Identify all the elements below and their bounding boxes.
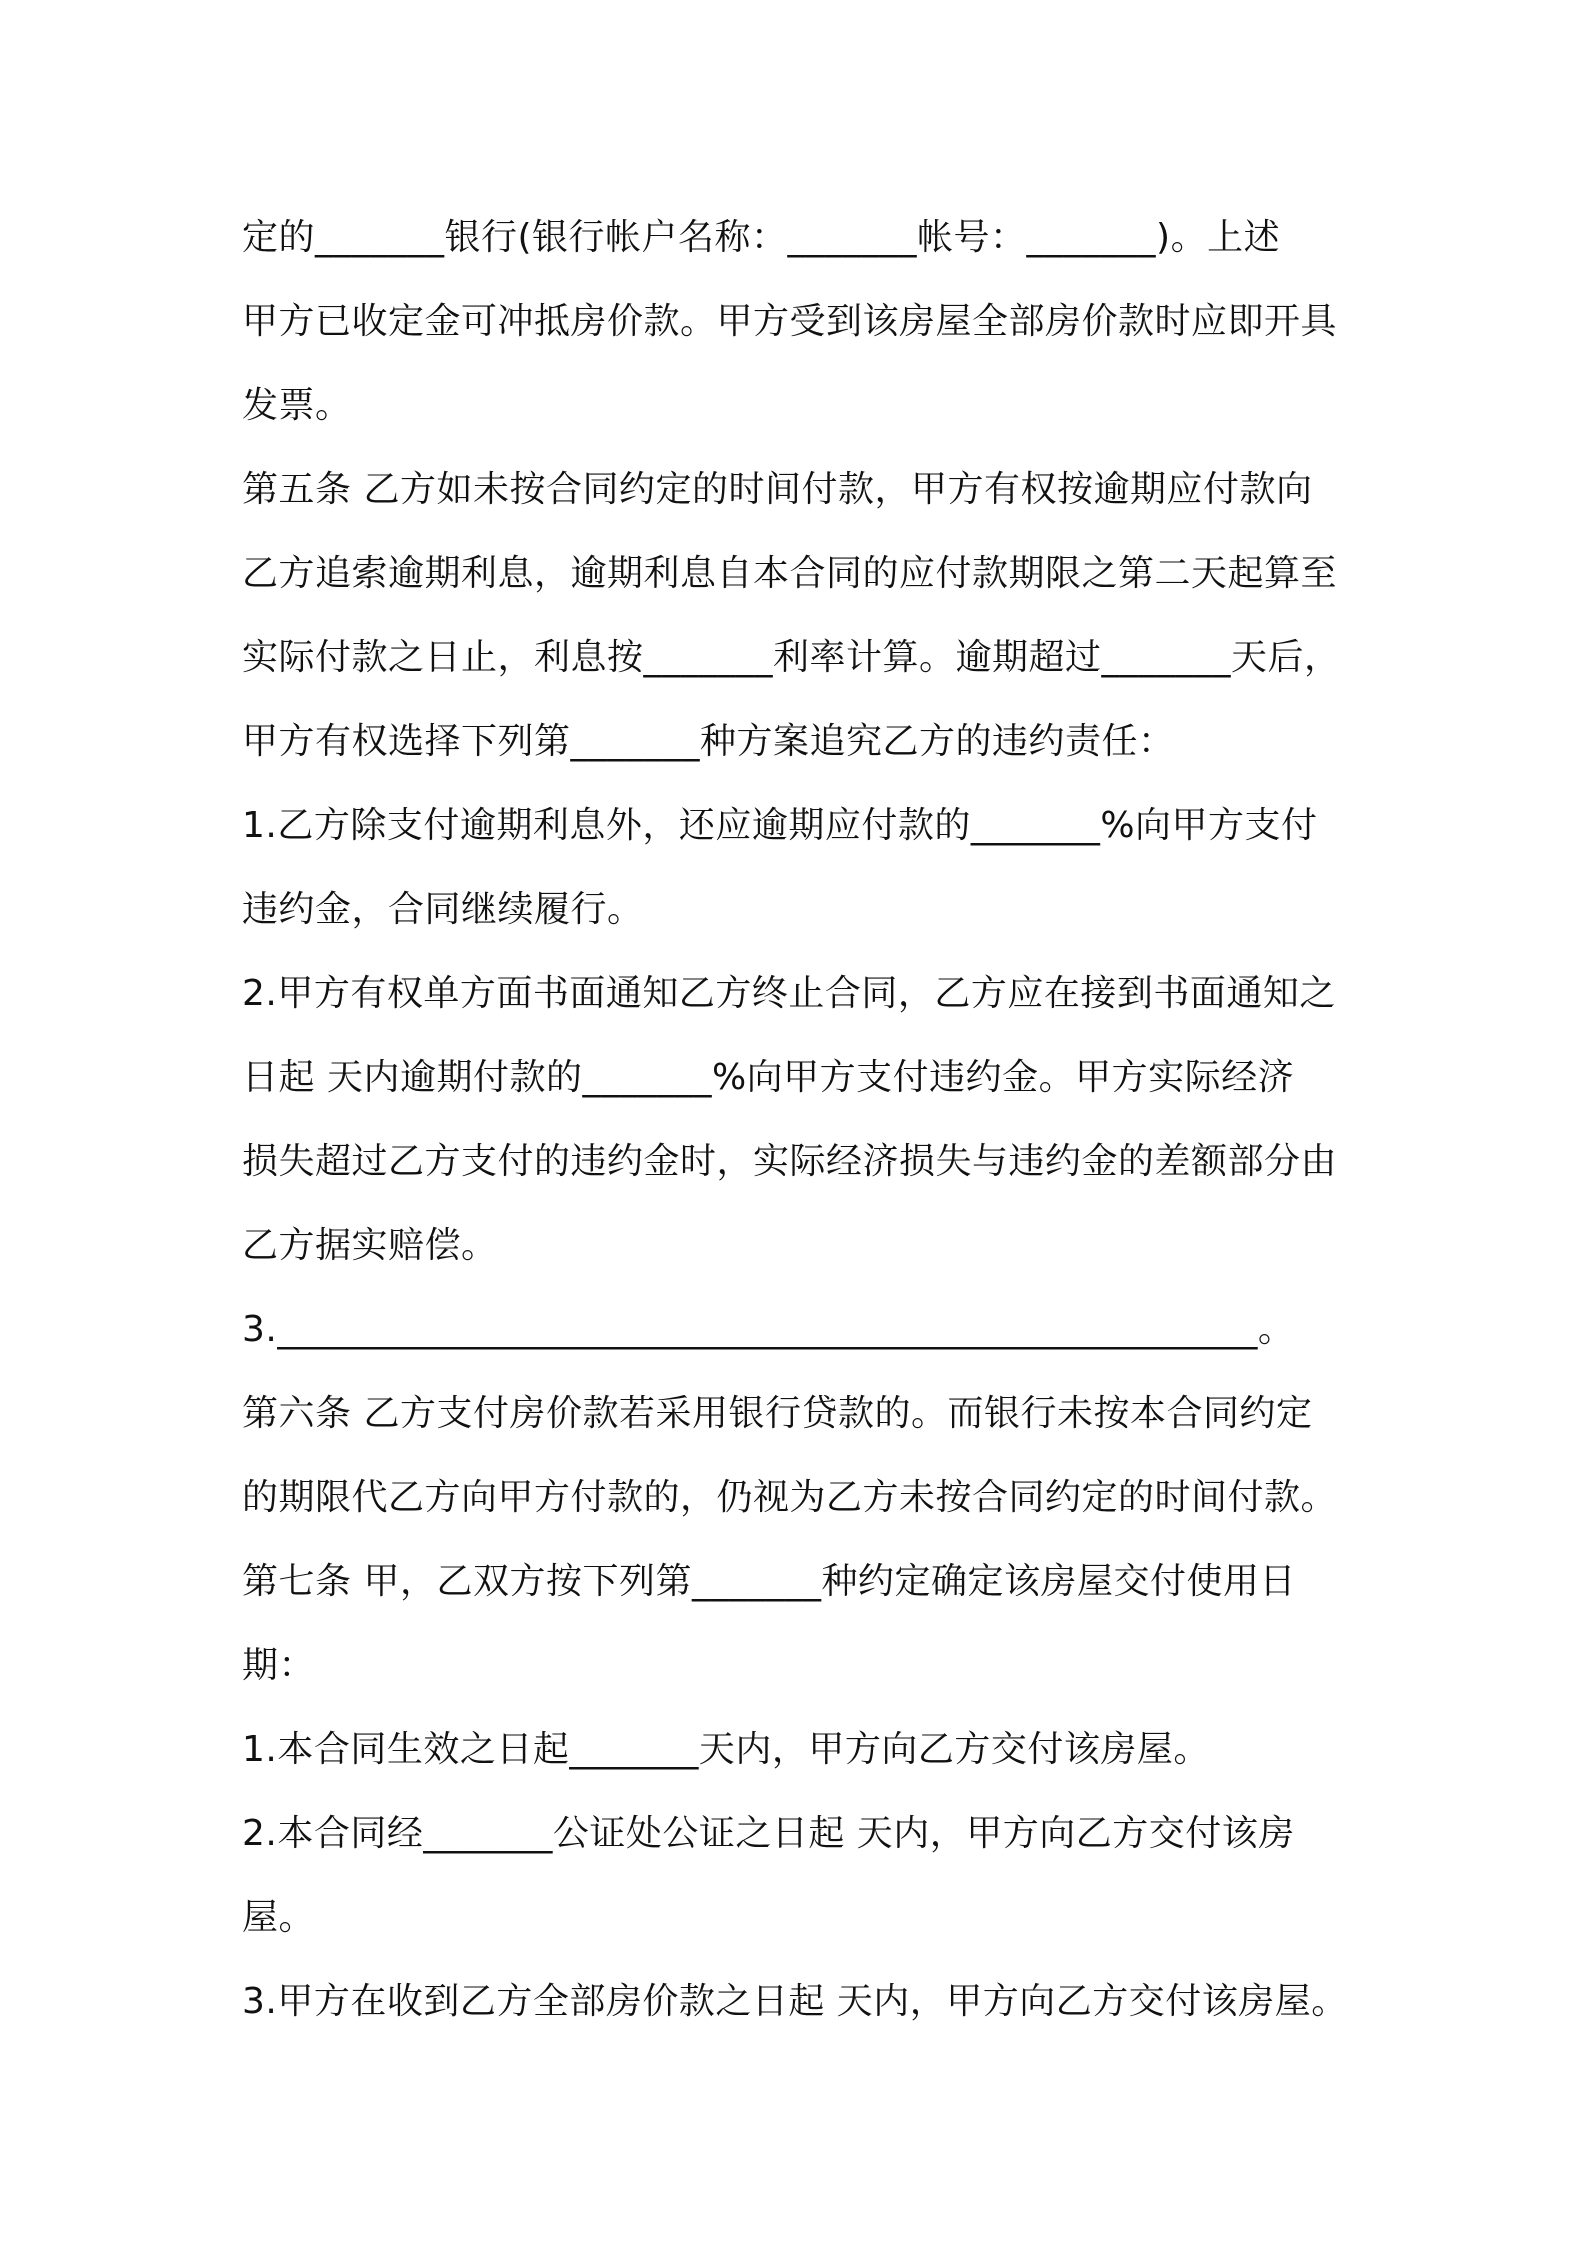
text-line: 3._____________________________________________________。 bbox=[242, 1309, 1295, 1350]
text-line: 损失超过乙方支付的违约金时，实际经济损失与违约金的差额部分由 bbox=[242, 1141, 1338, 1182]
text-line: 1.乙方除支付逾期利息外，还应逾期应付款的_______%向甲方支付 bbox=[242, 805, 1318, 846]
text-line: 2.本合同经_______公证处公证之日起 天内，甲方向乙方交付该房 bbox=[242, 1813, 1295, 1854]
text-line: 定的_______银行(银行帐户名称：_______帐号：_______)。上述 bbox=[242, 217, 1281, 258]
text-line: 发票。 bbox=[242, 385, 352, 426]
text-line: 乙方据实赔偿。 bbox=[242, 1225, 498, 1266]
text-line: 日起 天内逾期付款的_______%向甲方支付违约金。甲方实际经济 bbox=[242, 1057, 1295, 1098]
text-line: 期： bbox=[242, 1645, 316, 1686]
text-line: 1.本合同生效之日起_______天内，甲方向乙方交付该房屋。 bbox=[242, 1729, 1210, 1770]
text-line: 3.甲方在收到乙方全部房价款之日起 天内，甲方向乙方交付该房屋。 bbox=[242, 1981, 1348, 2022]
text-line: 2.甲方有权单方面书面通知乙方终止合同，乙方应在接到书面通知之 bbox=[242, 973, 1336, 1014]
text-line: 的期限代乙方向甲方付款的，仍视为乙方未按合同约定的时间付款。 bbox=[242, 1477, 1338, 1518]
text-line: 第七条 甲，乙双方按下列第_______种约定确定该房屋交付使用日 bbox=[242, 1561, 1296, 1602]
text-line: 实际付款之日止，利息按_______利率计算。逾期超过_______天后， bbox=[242, 637, 1341, 678]
text-line: 甲方有权选择下列第_______种方案追究乙方的违约责任： bbox=[242, 721, 1175, 762]
text-line: 甲方已收定金可冲抵房价款。甲方受到该房屋全部房价款时应即开具 bbox=[242, 301, 1338, 342]
text-line: 违约金，合同继续履行。 bbox=[242, 889, 644, 930]
text-line: 第六条 乙方支付房价款若采用银行贷款的。而银行未按本合同约定 bbox=[242, 1393, 1313, 1434]
text-line: 屋。 bbox=[242, 1897, 316, 1938]
text-line: 第五条 乙方如未按合同约定的时间付款，甲方有权按逾期应付款向 bbox=[242, 469, 1313, 510]
document-body bbox=[242, 196, 1366, 2044]
text-line: 乙方追索逾期利息，逾期利息自本合同的应付款期限之第二天起算至 bbox=[242, 553, 1338, 594]
